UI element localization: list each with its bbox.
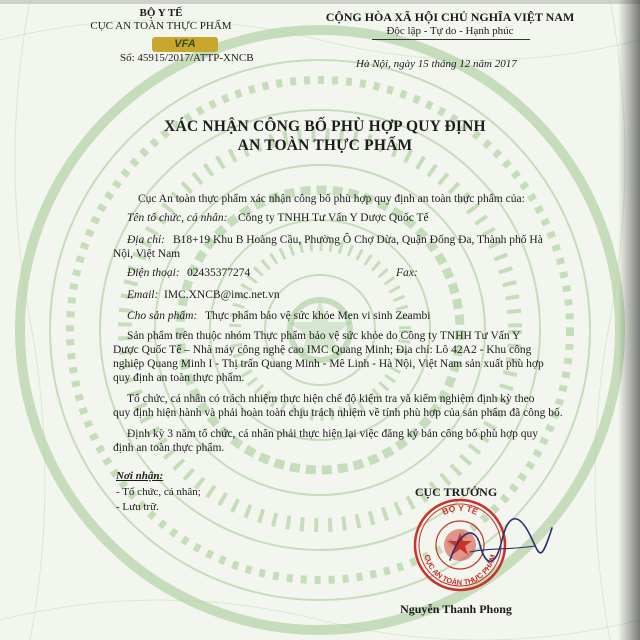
product-value: Thực phẩm bảo vệ sức khỏe Men vi sinh Zeambi	[205, 310, 431, 322]
vfa-logo: VFA	[152, 37, 218, 52]
document-title-line-1: XÁC NHẬN CÔNG BỐ PHÙ HỢP QUY ĐỊNH	[164, 118, 486, 135]
seal-bottom-text: CỤC AN TOÀN THỰC PHẨM	[422, 553, 498, 588]
phone-value: 02435377274	[187, 267, 251, 279]
organization-label: Tên tổ chức, cá nhân:	[127, 212, 228, 224]
recipient-item: - Tổ chức, cá nhân;	[116, 486, 201, 498]
signer-title: CỤC TRƯỞNG	[414, 485, 498, 499]
paragraph-line: nghiệp Quang Minh I - Thị trấn Quang Minh - Mê Linh - Hà Nội, Việt Nam sản xuất phù hợp	[113, 358, 544, 370]
product-label: Cho sản phẩm:	[127, 310, 198, 322]
document-title-line-2: AN TOÀN THỰC PHẨM	[237, 137, 413, 154]
seal-top-text: BỘ Y TẾ	[440, 502, 480, 517]
document-number: Số: 45915/2017/ATTP-XNCB	[120, 52, 254, 64]
paragraph-line: quy định an toàn thực phẩm.	[113, 372, 245, 384]
handwritten-signature	[440, 510, 560, 580]
paragraph-line: định an toàn thực phẩm.	[113, 442, 225, 454]
email-label: Email:	[127, 289, 159, 301]
ministry-name: BỘ Y TẾ	[139, 7, 183, 19]
recipients-label: Nơi nhận:	[116, 470, 164, 482]
paragraph-line: Định kỳ 3 năm tổ chức, cá nhân phải thực hiện lại việc đăng ký bản công bố phù hợp quy	[127, 428, 539, 440]
fax-label: Fax:	[396, 267, 418, 279]
phone-label: Điện thoại:	[127, 267, 180, 279]
department-name: CỤC AN TOÀN THỰC PHẨM	[90, 20, 232, 32]
paragraph-line: Tổ chức, cá nhân có trách nhiệm thực hiện chế độ kiểm tra và kiểm nghiệm định kỳ theo	[127, 393, 535, 405]
signer-name: Nguyễn Thanh Phong	[400, 602, 512, 616]
address-label: Địa chỉ:	[127, 234, 166, 246]
address-value-line-1: B18+19 Khu B Hoàng Cầu, Phường Ô Chợ Dừa, Quận Đống Đa, Thành phố Hà	[173, 234, 543, 246]
paragraph-line: Sản phẩm trên thuộc nhóm Thực phẩm bảo vệ sức khỏe do Công ty TNHH Tư Vấn Y	[127, 330, 521, 342]
nation-name: CỘNG HÒA XÃ HỘI CHỦ NGHĨA VIỆT NAM	[325, 10, 575, 24]
paragraph-line: quy định hiện hành và phải hoàn toàn chịu trách nhiệm về tính phù hợp của sản phẩm đã công bố.	[113, 407, 563, 419]
place-and-date: Hà Nội, ngày 15 tháng 12 năm 2017	[356, 58, 517, 70]
recipient-item: - Lưu trữ.	[116, 501, 159, 513]
national-motto: Độc lập - Tự do - Hạnh phúc	[386, 25, 514, 37]
page-edge-shadow	[0, 0, 640, 4]
email-value: IMC.XNCB@imc.net.vn	[164, 289, 280, 301]
page-edge-shadow	[618, 0, 640, 640]
intro-text: Cục An toàn thực phẩm xác nhận công bố phù hợp quy định an toàn thực phẩm của:	[138, 193, 525, 205]
motto-underline	[372, 39, 530, 40]
paragraph-line: Dược Quốc Tế – Nhà máy công nghệ cao IMC Quang Minh; Địa chỉ: Lô 42A2 - Khu công	[113, 344, 532, 356]
address-value-line-2: Nội, Việt Nam	[113, 248, 181, 260]
organization-value: Công ty TNHH Tư Vấn Y Dược Quốc Tế	[238, 212, 429, 224]
